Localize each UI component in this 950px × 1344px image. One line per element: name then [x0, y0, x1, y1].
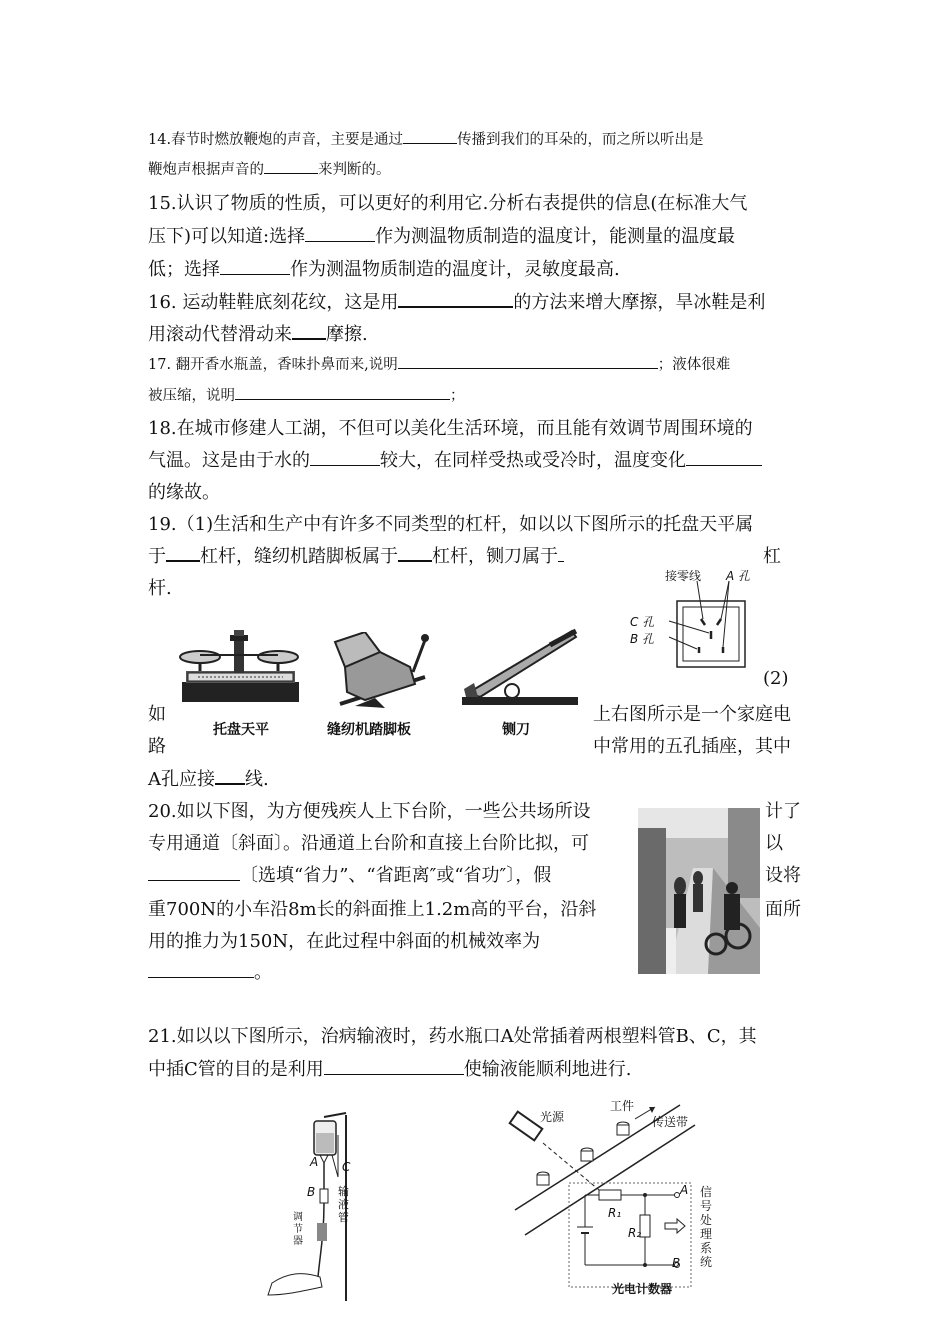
q14-blank-2[interactable]	[264, 173, 318, 174]
q20-line2-end	[765, 829, 783, 855]
q20-line3-end	[765, 861, 801, 887]
q18-line2	[148, 446, 762, 472]
socket-a-label: A 孔	[726, 569, 751, 583]
pedal-caption: 缝纫机踏脚板	[327, 722, 411, 738]
circuit-r1-label: R₁	[608, 1206, 622, 1220]
q19-text: 杆.	[148, 578, 172, 599]
q18-line3	[148, 478, 220, 504]
q20-text: 设将	[765, 865, 801, 886]
q20-text: 重700N的小车沿8m长的斜面推上1.2m高的平台，沿斜	[148, 899, 597, 920]
q21-text: 使输液能顺利地进行.	[463, 1059, 632, 1080]
q19-blank-1[interactable]	[166, 560, 200, 562]
q14-text: 传播到我们的耳朵的，而之所以听出是	[457, 132, 704, 148]
q17-text: ；	[450, 388, 465, 404]
q20-text: 面所	[765, 899, 801, 920]
q19-text: 杠杆，铡刀属于	[432, 546, 558, 567]
q21-line2	[148, 1055, 632, 1081]
q19-text: (2)	[763, 668, 789, 689]
q18-text: 气温。这是由于水的	[148, 450, 310, 471]
circuit-r2-label: R₂	[628, 1226, 642, 1240]
q16-text: 的方法来增大摩擦，旱冰鞋是利	[513, 292, 766, 313]
socket-c-label: C 孔	[630, 615, 655, 629]
q19-right-line2	[593, 732, 791, 758]
balance-caption: 托盘天平	[213, 722, 269, 738]
q17-blank-1[interactable]	[398, 368, 658, 369]
q19-text: 路	[148, 736, 166, 757]
iv-label-b: B	[307, 1185, 316, 1199]
q17-text: 被压缩，说明	[148, 388, 235, 404]
socket-neutral-label: 接零线	[665, 569, 702, 583]
q20-text: 以	[765, 833, 783, 854]
q19-part2-label	[763, 668, 789, 689]
iv-label-c: C	[342, 1160, 351, 1174]
q19-line1	[148, 510, 753, 536]
q19-line2	[148, 542, 564, 568]
circuit-b-label: B	[672, 1256, 681, 1270]
q19-left-lu	[148, 732, 166, 758]
circuit-belt-label: 传送带	[652, 1115, 689, 1129]
q19-text: 如	[148, 704, 166, 725]
q14-line1	[148, 128, 704, 149]
q15-text: 作为测温物质制造的温度计，灵敏度最高.	[290, 259, 620, 280]
q20-line6	[148, 958, 272, 984]
q16-text: 16. 运动鞋鞋底刻花纹，这是用	[148, 292, 399, 313]
q20-blank-1[interactable]	[148, 880, 240, 881]
q18-text: 较大，在同样受热或受冷时，温度变化	[380, 450, 686, 471]
q19-blank-4[interactable]	[215, 783, 245, 785]
q16-line1	[148, 288, 765, 314]
q19-text: 19.（1)生活和生产中有许多不同类型的杠杆，如以以下图所示的托盘天平属	[148, 514, 754, 535]
q21-text: 21.如以以下图所示，治病输液时，药水瓶口A处常插着两根塑料管B、C，其	[148, 1026, 757, 1047]
q16-blank-1[interactable]	[398, 306, 513, 308]
q14-text: 来判断的。	[318, 162, 391, 178]
q19-text: 杠杆，缝纫机踏脚板属于	[200, 546, 398, 567]
q14-text: 鞭炮声根据声音的	[148, 162, 264, 178]
ramp-photo	[638, 808, 760, 974]
q19-text: 于	[148, 546, 166, 567]
q16-text: 摩擦.	[326, 324, 368, 345]
iv-label-regulator: 调节器	[293, 1212, 303, 1247]
q18-blank-1[interactable]	[310, 465, 380, 466]
pedal-figure	[325, 632, 435, 712]
q20-line2	[148, 829, 589, 855]
q19-blank-2[interactable]	[398, 560, 432, 562]
q20-line5	[148, 927, 540, 953]
q20-text: 20.如以下图，为方便残疾人上下台阶，一些公共场所设	[148, 801, 591, 822]
q20-text: 专用通道〔斜面〕。沿通道上台阶和直接上台阶比拟，可	[148, 833, 589, 854]
q18-blank-2[interactable]	[686, 465, 762, 466]
q14-line2	[148, 158, 391, 179]
q17-blank-2[interactable]	[235, 399, 450, 400]
q15-blank-2[interactable]	[220, 274, 290, 275]
q17-line1	[148, 353, 730, 374]
q20-line4	[148, 895, 596, 921]
balance-figure	[178, 627, 303, 712]
q16-blank-2[interactable]	[292, 338, 326, 340]
q19-line3	[148, 574, 172, 600]
q16-text: 用滚动代替滑动来	[148, 324, 292, 345]
iv-label-a: A	[310, 1155, 319, 1169]
q19-text: 杠	[763, 546, 781, 567]
q20-text: 用的推力为150N，在此过程中斜面的机械效率为	[148, 931, 541, 952]
circuit-a-label: A	[680, 1183, 689, 1197]
guillotine-caption: 铡刀	[502, 722, 530, 738]
q21-text: 中插C管的目的是利用	[148, 1059, 324, 1080]
q15-text: 作为测温物质制造的温度计，能测量的温度最	[375, 226, 736, 247]
q20-text: 。	[254, 962, 272, 983]
circuit-work-label: 工件	[610, 1099, 635, 1113]
q14-text: 14.春节时燃放鞭炮的声音，主要是通过	[148, 132, 404, 148]
q17-line2	[148, 384, 465, 405]
q15-line2	[148, 222, 735, 248]
iv-label-tube: 输液管	[338, 1185, 349, 1224]
q20-line4-end	[765, 895, 801, 921]
q20-line3	[148, 861, 551, 887]
q19-text: 上右图所示是一个家庭电	[593, 704, 791, 725]
q19-right-line1	[593, 700, 791, 726]
q18-text: 18.在城市修建人工湖，不但可以美化生活环境，而且能有效调节周围环境的	[148, 418, 753, 439]
q18-line1	[148, 414, 753, 440]
q15-text: 压下)可以知道:选择	[148, 226, 306, 247]
q15-line1	[148, 189, 747, 215]
q19-left-ru	[148, 700, 166, 726]
q19-line2-end	[763, 542, 781, 568]
q19-text: A孔应接	[148, 769, 215, 790]
circuit-system-label: 信号处理系统	[700, 1185, 713, 1269]
q17-text: ；液体很难	[657, 357, 731, 373]
q17-text: 17. 翻开香水瓶盖，香味扑鼻而来,说明	[148, 357, 398, 373]
socket-b-label: B 孔	[630, 632, 655, 646]
q21-blank-1[interactable]	[324, 1074, 464, 1075]
q20-text: 〔选填“省力”、“省距离″或“省功″〕，假	[240, 865, 552, 886]
q15-blank-1[interactable]	[305, 241, 375, 242]
q20-text: 计了	[765, 801, 801, 822]
q16-line2	[148, 320, 368, 346]
q21-line1	[148, 1022, 757, 1048]
q19-blank-3[interactable]	[558, 561, 564, 562]
q19-text: 中常用的五孔插座，其中	[593, 736, 791, 757]
q18-text: 的缘故。	[148, 482, 220, 503]
circuit-light-label: 光源	[540, 1110, 565, 1124]
guillotine-figure	[460, 627, 580, 712]
q15-text: 低；选择	[148, 259, 220, 280]
q14-blank-1[interactable]	[403, 143, 457, 144]
q19-line6	[148, 765, 269, 791]
q20-line1	[148, 797, 591, 823]
circuit-counter-label: 光电计数器	[612, 1282, 673, 1296]
q15-text: 15.认识了物质的性质，可以更好的利用它.分析右表提供的信息(在标准大气	[148, 193, 748, 214]
q20-line1-end	[765, 797, 801, 823]
q20-blank-2[interactable]	[148, 977, 254, 978]
q19-text: 线.	[245, 769, 269, 790]
q15-line3	[148, 255, 620, 281]
